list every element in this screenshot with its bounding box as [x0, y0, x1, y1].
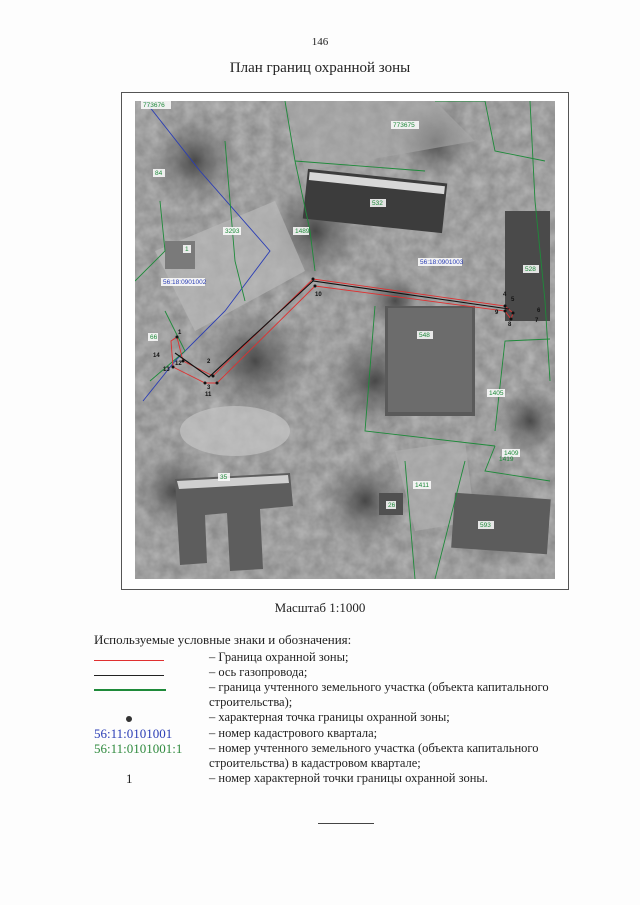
parcel-label: 593 [480, 522, 491, 529]
point-dot-icon [126, 716, 132, 722]
parcel-label: 1405 [489, 390, 504, 397]
quarter-label: 56:18:0901003 [420, 259, 464, 266]
point-number: 3 [207, 385, 211, 391]
page-number: 146 [311, 36, 329, 48]
map-frame [121, 92, 569, 590]
black-line-symbol [94, 675, 164, 676]
red-line-symbol [94, 660, 164, 661]
map-scale: Масштаб 1:1000 [274, 600, 366, 615]
point-number: 14 [153, 353, 160, 359]
quarter-label: 56:18:0901002 [163, 279, 207, 286]
parcel-label: 84 [155, 170, 163, 177]
parcel-label: 26 [388, 502, 396, 509]
page-title: План границ охранной зоны [229, 60, 411, 76]
green-line-symbol [94, 689, 166, 691]
point-number: 6 [537, 308, 541, 314]
point-number: 4 [503, 292, 507, 298]
point-number-sample: 1 [126, 771, 133, 786]
parcel-label: 528 [525, 266, 536, 273]
point-number: 12 [175, 361, 182, 367]
quarter-code-sample: 56:11:0101001 [94, 726, 173, 741]
point-number: 5 [511, 297, 515, 303]
point-number: 11 [205, 392, 212, 398]
parcel-label: 35 [220, 474, 228, 481]
legend-item: – граница учтенного земельного участка (объекта капитального строительства); [94, 680, 574, 710]
building-593 [451, 493, 551, 555]
legend-item: 1 – номер характерной точки границы охранной зоны. [126, 771, 488, 786]
signature-line [318, 823, 374, 824]
parcel-label: 66 [150, 334, 158, 341]
point-number: 7 [535, 318, 539, 324]
point-number: 13 [163, 367, 170, 373]
legend-item: 56:11:0101001:1 – номер учтенного земельного участка (объекта капитального строительства) в кадастровом квартале; [94, 741, 539, 770]
parcel-code-sample: 56:11:0101001:1 [94, 741, 183, 756]
parcel-label: 548 [419, 332, 430, 339]
point-number: 1 [178, 330, 182, 336]
legend-item: – ось газопровода; [94, 665, 574, 681]
point-number: 8 [508, 322, 512, 328]
legend-item: – Граница охранной зоны; [94, 650, 574, 666]
legend-item: 56:11:0101001 – номер кадастрового квартала; [94, 726, 378, 741]
point-number: 10 [315, 292, 322, 298]
parcel-label: 532 [372, 200, 383, 207]
legend-heading: Используемые условные знаки и обозначения: [94, 632, 352, 647]
parcel-label: 1489 [295, 228, 310, 235]
parcel-label: 1419 [499, 456, 514, 463]
legend-item: – характерная точка границы охранной зоны; [94, 710, 574, 726]
parcel-label: 1411 [415, 482, 429, 489]
parcel-label: 3293 [225, 228, 240, 235]
point-number: 9 [495, 310, 499, 316]
aerial-map [135, 101, 555, 579]
parcel-label: 1 [185, 246, 189, 253]
point-number: 2 [207, 359, 211, 365]
parcel-label: 773675 [393, 122, 415, 129]
parcel-label: 1409 [504, 450, 519, 457]
parcel-label: 773676 [143, 102, 165, 109]
